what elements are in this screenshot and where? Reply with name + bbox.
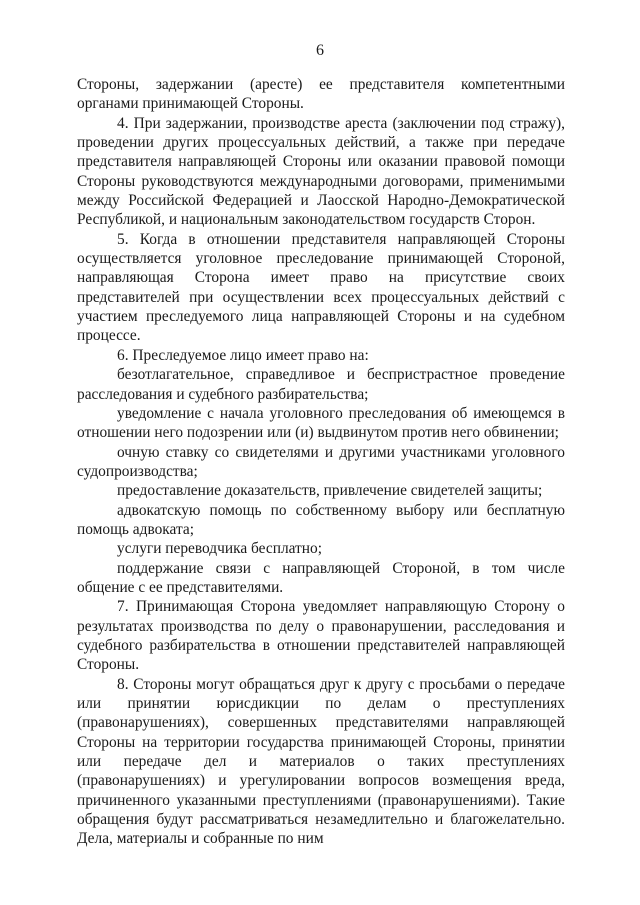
paragraph-5: 5. Когда в отношении представителя направляющей Стороны осуществляется уголовное преследование принимающей Стороной, направляющая Сторона имеет право на присутствие своих представителей при осуществлении всех процессуальных действий с участием преследуемого лица направляющей Стороны и на судебном процессе.: [77, 230, 565, 345]
list-item-right-lawyer: адвокатскую помощь по собственному выбору или бесплатную помощь адвоката;: [77, 501, 565, 538]
list-item-right-interpreter: услуги переводчика бесплатно;: [117, 540, 322, 558]
list-item-right-evidence: предоставление доказательств, привлечение свидетелей защиты;: [117, 482, 543, 500]
paragraph-4: 4. При задержании, производстве ареста (заключении под стражу), проведении других процессуальных действий, а также при передаче представителя направляющей Стороны или оказании правовой помощи Стороны руководствуются международными договорами, применимыми между Российской Федерацией и Лаосской Народно-Демократической Республикой, и национальным законодательством государств Сторон.: [77, 114, 565, 229]
document-body: [77, 75, 565, 849]
paragraph-continuation: Стороны, задержании (аресте) ее представителя компетентными органами принимающей Стороны.: [77, 76, 565, 113]
paragraph-7: 7. Принимающая Сторона уведомляет направляющую Сторону о результатах производства по делу о правонарушении, расследования и судебного разбирательства в отношении представителей направляющей Стороны.: [77, 598, 565, 674]
list-item-right-investigation: безотлагательное, справедливое и беспристрастное проведение расследования и судебного разбирательства;: [77, 366, 565, 403]
list-item-right-communication: поддержание связи с направляющей Стороной, в том числе общение с ее представителями.: [77, 559, 565, 596]
list-item-right-confrontation: очную ставку со свидетелями и другими участниками уголовного судопроизводства;: [77, 443, 565, 480]
page-number: 6: [316, 42, 324, 59]
paragraph-8: 8. Стороны могут обращаться друг к другу с просьбами о передаче или принятии юрисдикции по делам о преступлениях (правонарушениях), совершенных представителями направляющей Стороны на территории государства принимающей Стороны, принятии или передаче дел и материалов о таких преступлениях (правонарушениях) и урегулировании вопросов возмещения вреда, причиненного указанными преступлениями (правонарушениями). Такие обращения будут рассматриваться незамедлительно и благожелательно. Дела, материалы и собранные по ним: [77, 675, 565, 848]
list-item-right-notification: уведомление с начала уголовного преследования об имеющемся в отношении него подозрении или (и) выдвинутом против него обвинении;: [77, 404, 565, 442]
paragraph-6: 6. Преследуемое лицо имеет право на:: [117, 346, 369, 364]
